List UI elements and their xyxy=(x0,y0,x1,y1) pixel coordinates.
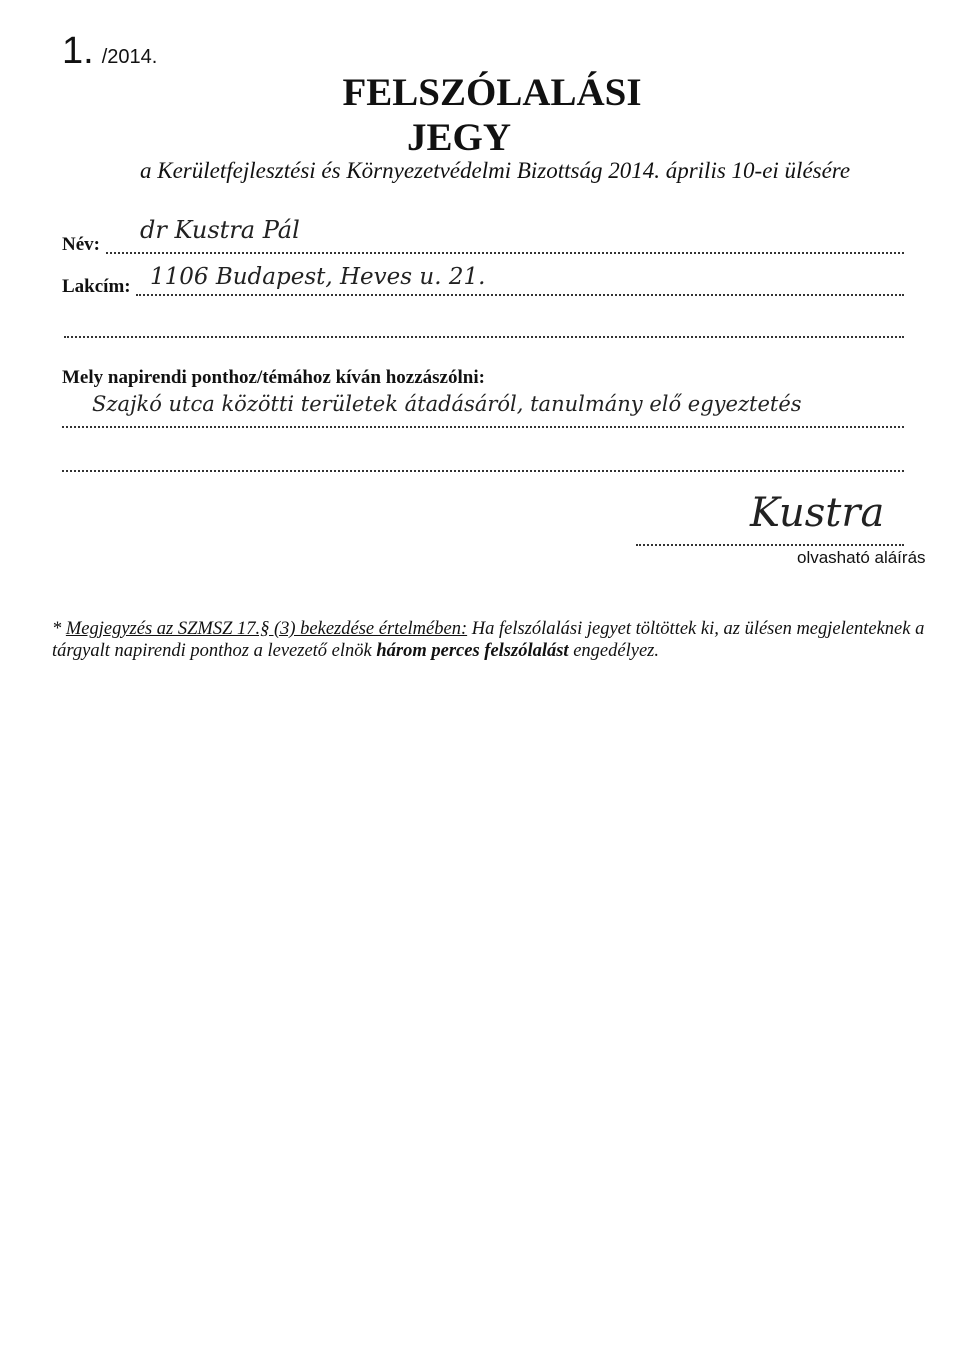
topic-dotted-line-1 xyxy=(62,426,904,428)
name-dotted-line xyxy=(106,252,904,254)
topic-dotted-line-2 xyxy=(62,470,904,472)
footnote-reference: Megjegyzés az SZMSZ 17.§ (3) bekezdése értelmében: xyxy=(65,619,468,639)
footnote-text-2: engedélyez. xyxy=(568,641,659,661)
footnote-asterisk: * xyxy=(52,619,66,639)
topic-label: Mely napirendi ponthoz/témához kíván hozzászólni: xyxy=(62,367,485,388)
document-number xyxy=(62,30,157,73)
footnote-bold-text: három perces felszólalást xyxy=(376,641,569,661)
footnote xyxy=(52,618,932,662)
document-year: /2014. xyxy=(101,46,158,68)
footnote-text-1: Ha felszólalási jegyet töltöttek ki, az ülésen megjelenteknek a tárgyalt napirendi ponthoz a levezető elnök xyxy=(52,619,925,661)
page-subtitle-jegy: JEGY xyxy=(406,116,511,159)
signature: Kustra xyxy=(750,490,885,536)
document-number-value: 1. xyxy=(62,30,94,72)
signature-dotted-line xyxy=(636,544,904,546)
address-dotted-line xyxy=(136,294,904,296)
page-title: FELSZÓLALÁSI xyxy=(342,71,642,114)
signature-caption: olvasható aláírás xyxy=(797,548,926,567)
meeting-description: a Kerületfejlesztési és Környezetvédelmi Bizottság 2014. április 10-ei ülésére xyxy=(140,158,851,183)
address-label: Lakcím: xyxy=(62,276,131,297)
address-extra-dotted-line xyxy=(64,336,904,338)
topic-field[interactable]: Szajkó utca közötti területek átadásáról, tanulmány elő egyeztetés xyxy=(92,392,802,416)
name-label: Név: xyxy=(62,234,100,255)
name-field[interactable]: dr Kustra Pál xyxy=(140,216,300,244)
address-field[interactable]: 1106 Budapest, Heves u. 21. xyxy=(150,264,486,290)
